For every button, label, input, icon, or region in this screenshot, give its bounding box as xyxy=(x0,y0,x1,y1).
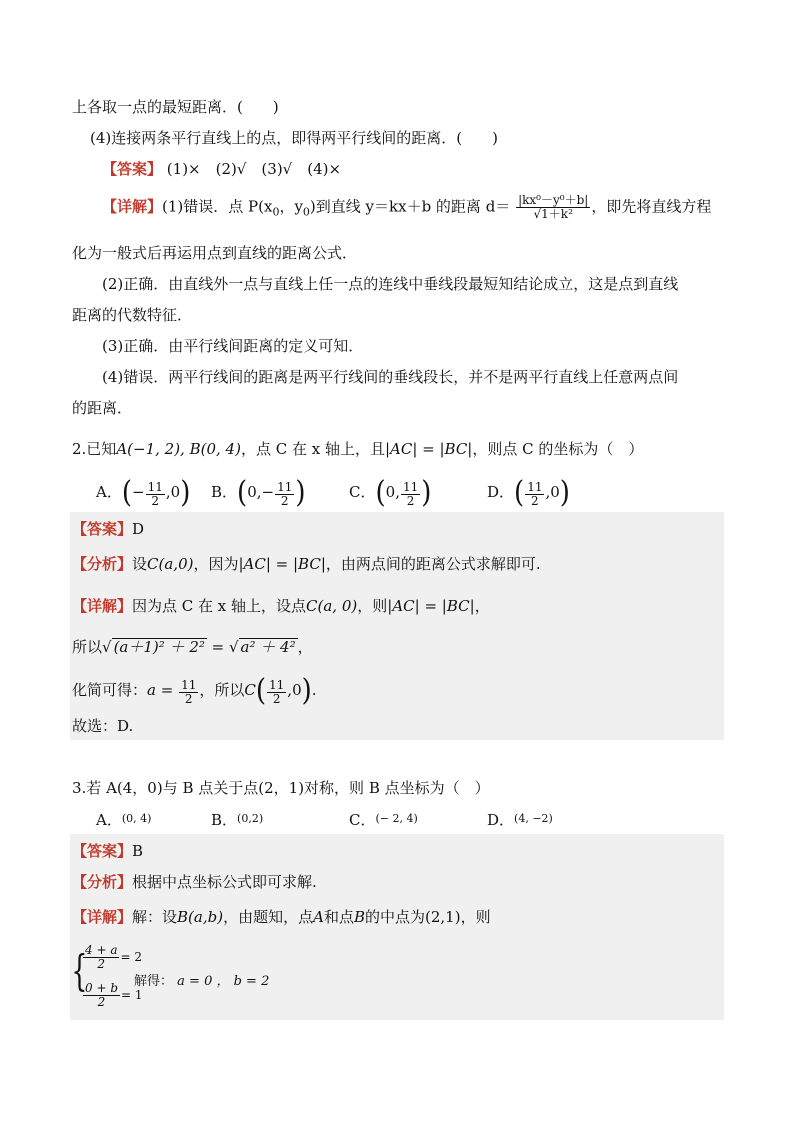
intro-p4a: (4)错误．两平行线间的距离是两平行线间的垂线段长，并不是两平行直线上任意两点间 xyxy=(102,368,679,386)
zero: 0 xyxy=(292,681,302,699)
q3-answer xyxy=(72,841,143,861)
q3-detail-d: 的中点为 xyxy=(364,908,425,926)
detail-sub: 0 xyxy=(272,205,280,219)
intro-answer xyxy=(102,159,341,179)
q2-simp-b: ，所以 xyxy=(199,681,245,699)
system-eq1 xyxy=(82,944,142,971)
q3-analysis xyxy=(72,872,317,892)
paren-left: ( xyxy=(375,475,386,511)
q3-option-b[interactable] xyxy=(211,809,263,830)
q3-detail-bvar: B(a,b) xyxy=(177,908,224,926)
q3-option-b-label: B． xyxy=(211,811,238,829)
minus-sign: − xyxy=(261,483,275,501)
den: 2 xyxy=(531,494,539,508)
q3-detail-B: B xyxy=(353,908,365,926)
paren-left: ( xyxy=(514,475,525,511)
intro-p2b: 距离的代数特征． xyxy=(72,306,193,324)
q2-detail xyxy=(72,596,490,616)
intro-detail-2: 化为一般式后再运用点到直线的距离公式． xyxy=(72,244,358,262)
detail-text-a: (1)错误．点 P(x xyxy=(162,197,273,216)
q2-option-a-label: A． xyxy=(96,483,122,501)
q2-analysis-c: C(a,0) xyxy=(147,555,194,573)
q2-option-c-frac xyxy=(401,481,420,508)
answer-tag: 【答案】 xyxy=(102,160,163,178)
q2-detail-a: 因为点 C 在 x 轴上，设点 xyxy=(132,597,307,615)
paren-left: ( xyxy=(255,673,267,709)
q2-stem xyxy=(72,439,643,459)
q2-analysis-eq: |AC| = |BC| xyxy=(238,555,326,573)
eq2-num: 0 + b xyxy=(85,981,118,995)
q3-option-d-label: D． xyxy=(487,811,515,829)
q3-analysis-tag: 【分析】 xyxy=(72,873,133,891)
detail-tag: 【详解】 xyxy=(102,197,163,216)
intro-p4b: 的距离． xyxy=(72,399,133,417)
zero: 0 xyxy=(550,483,560,501)
q3-option-a-value: (0, 4) xyxy=(121,812,152,825)
q2-so-rhs: a² ＋ 4² xyxy=(240,638,296,656)
q3-option-d-value: (4, −2) xyxy=(514,812,553,825)
eq1-frac xyxy=(83,944,119,971)
formula-numerator: |kx⁰－y⁰＋b| xyxy=(518,193,589,207)
eq2-rhs: = 1 xyxy=(121,988,143,1002)
solve-values: a = 0 ， b = 2 xyxy=(177,974,270,989)
q2-option-a[interactable]: A．(− $\frac{11}{2}$ ,0) xyxy=(96,475,191,511)
q2-option-b-frac xyxy=(275,481,294,508)
q3-detail xyxy=(72,907,491,927)
q2-option-b[interactable]: B．(0,− $\frac{11}{2}$ ) xyxy=(211,475,306,511)
paren-right: ) xyxy=(295,475,306,511)
den: 2 xyxy=(406,494,415,508)
q2-detail-tag: 【详解】 xyxy=(72,597,133,615)
q2-so-end: ， xyxy=(297,638,313,656)
q3-option-b-value: (0,2) xyxy=(237,812,264,825)
intro-detail xyxy=(102,194,711,223)
detail-sub2: 0 xyxy=(302,205,310,219)
q3-option-c[interactable] xyxy=(349,809,418,830)
intro-p3: (3)正确．由平行线间距离的定义可知． xyxy=(102,337,364,355)
q2-stem-c: ，则点 C 的坐标为（ ） xyxy=(472,440,644,458)
q2-analysis xyxy=(72,554,541,574)
den: 2 xyxy=(280,494,289,508)
q2-stem-b: ，点 C 在 x 轴上，且 xyxy=(240,440,385,458)
zero: 0 xyxy=(247,483,257,501)
q3-option-c-label: C． xyxy=(349,811,376,829)
q2-answer xyxy=(72,519,144,539)
paren-right: ) xyxy=(559,475,570,511)
detail-text-d: ，即先将直线方程 xyxy=(591,197,712,216)
q2-detail-c: C(a, 0) xyxy=(306,597,358,615)
q2-option-d-label: D． xyxy=(487,483,515,501)
q2-simplify: 化简可得：a = $\frac{11}{2}$ ，所以C( $\frac{11}{2}$ ,0). xyxy=(72,673,317,709)
q3-answer-value: B xyxy=(132,842,144,860)
q2-analysis-a: 设 xyxy=(132,555,148,573)
eq1-num: 4 + a xyxy=(85,943,118,957)
paren-right: ) xyxy=(301,673,312,709)
system-brace: { xyxy=(71,946,88,995)
q3-detail-tag: 【详解】 xyxy=(72,908,133,926)
q2-stem-eq: |AC| = |BC| xyxy=(384,440,473,458)
q2-option-a-frac xyxy=(146,481,165,508)
q2-answer-value: D xyxy=(132,520,145,538)
eq1-rhs: = 2 xyxy=(120,950,142,964)
detail-text-c: )到直线 y＝kx＋b 的距离 d＝ xyxy=(309,197,511,216)
q2-so-eq: = xyxy=(206,638,229,656)
q2-analysis-d: ，由两点间的距离公式求解即可. xyxy=(325,555,541,573)
intro-p2a: (2)正确．由直线外一点与直线上任一点的连线中垂线段最短知结论成立，这是点到直线 xyxy=(102,275,679,293)
formula-denominator: √1＋k² xyxy=(533,207,573,221)
num: 11 xyxy=(147,480,163,494)
q2-simp-frac xyxy=(179,679,198,706)
q2-option-d[interactable]: D．( $\frac{11}{2}$ ,0) xyxy=(487,475,570,511)
intro-line1: 上各取一点的最短距离．( ) xyxy=(72,98,279,116)
q2-simp-frac2 xyxy=(267,679,286,706)
paren-right: ) xyxy=(421,475,432,511)
solve-label: 解得： xyxy=(134,974,174,989)
zero: 0 xyxy=(385,483,396,501)
num: 11 xyxy=(277,480,293,494)
q2-option-c-label: C． xyxy=(349,483,376,501)
system-solve xyxy=(134,970,269,989)
q2-answer-tag: 【答案】 xyxy=(72,520,133,538)
q3-detail-c: 和点 xyxy=(323,908,354,926)
minus-sign: − xyxy=(132,483,145,501)
eq1-den: 2 xyxy=(97,957,106,971)
q2-simp-c: C xyxy=(244,681,256,699)
q3-option-d[interactable] xyxy=(487,809,553,830)
q2-stem-a: 2.已知 xyxy=(72,440,117,458)
detail-text-b: ，y xyxy=(279,197,303,216)
intro-line2: (4)连接两条平行直线上的点，即得两平行线间的距离．( ) xyxy=(90,129,498,147)
q2-detail-end: ， xyxy=(474,597,490,615)
q2-stem-pts: A(−1, 2), B(0, 4) xyxy=(116,440,241,458)
q3-detail-mid: (2,1) xyxy=(425,908,461,926)
q2-detail-eq: |AC| = |BC| xyxy=(387,597,475,615)
num: 11 xyxy=(402,480,419,494)
q3-option-a[interactable] xyxy=(96,809,151,830)
q2-choose: 故选：D. xyxy=(72,717,134,735)
num: 11 xyxy=(527,480,543,494)
q2-option-c[interactable]: C．(0, $\frac{11}{2}$ ) xyxy=(349,475,432,511)
q3-answer-tag: 【答案】 xyxy=(72,842,133,860)
q3-option-c-value: (− 2, 4) xyxy=(375,812,418,825)
num: 11 xyxy=(269,678,285,692)
q2-option-d-frac xyxy=(525,481,544,508)
num: 11 xyxy=(181,678,197,692)
q2-simp-end: . xyxy=(311,681,317,699)
q3-detail-e: ，则 xyxy=(460,908,491,926)
q3-stem: 3.若 A(4，0)与 B 点关于点(2，1)对称，则 B 点坐标为（ ） xyxy=(72,779,490,797)
q3-detail-b: ，由题知，点 xyxy=(223,908,314,926)
q3-detail-A: A xyxy=(313,908,324,926)
q2-option-b-label: B． xyxy=(211,483,238,501)
q3-detail-a: 解：设 xyxy=(132,908,178,926)
q2-so-a: 所以 xyxy=(72,638,103,656)
eq2-den: 2 xyxy=(97,995,106,1009)
q2-so-lhs: (a＋1)² ＋ 2² xyxy=(113,638,205,656)
q2-so: 所以√ (a＋1)² ＋ 2² = √ a² ＋ 4² ， xyxy=(72,638,313,656)
den: 2 xyxy=(272,692,281,706)
paren-right: ) xyxy=(180,475,191,511)
q3-option-a-label: A． xyxy=(96,811,122,829)
q2-simp-a: 化简可得： xyxy=(72,681,148,699)
eq2-frac xyxy=(83,982,120,1009)
q2-analysis-tag: 【分析】 xyxy=(72,555,133,573)
answer-text: (1)× (2)√ (3)√ (4)× xyxy=(166,160,342,178)
paren-left: ( xyxy=(121,475,132,511)
q2-analysis-b: ，因为 xyxy=(193,555,239,573)
den: 2 xyxy=(184,692,193,706)
den: 2 xyxy=(151,494,160,508)
q3-system xyxy=(70,940,370,1020)
distance-formula xyxy=(516,194,590,221)
zero: 0 xyxy=(170,483,181,501)
q3-analysis-text: 根据中点坐标公式即可求解. xyxy=(132,873,317,891)
q2-detail-b: ，则 xyxy=(357,597,388,615)
q2-simp-var: a = xyxy=(147,681,179,699)
paren-left: ( xyxy=(237,475,248,511)
